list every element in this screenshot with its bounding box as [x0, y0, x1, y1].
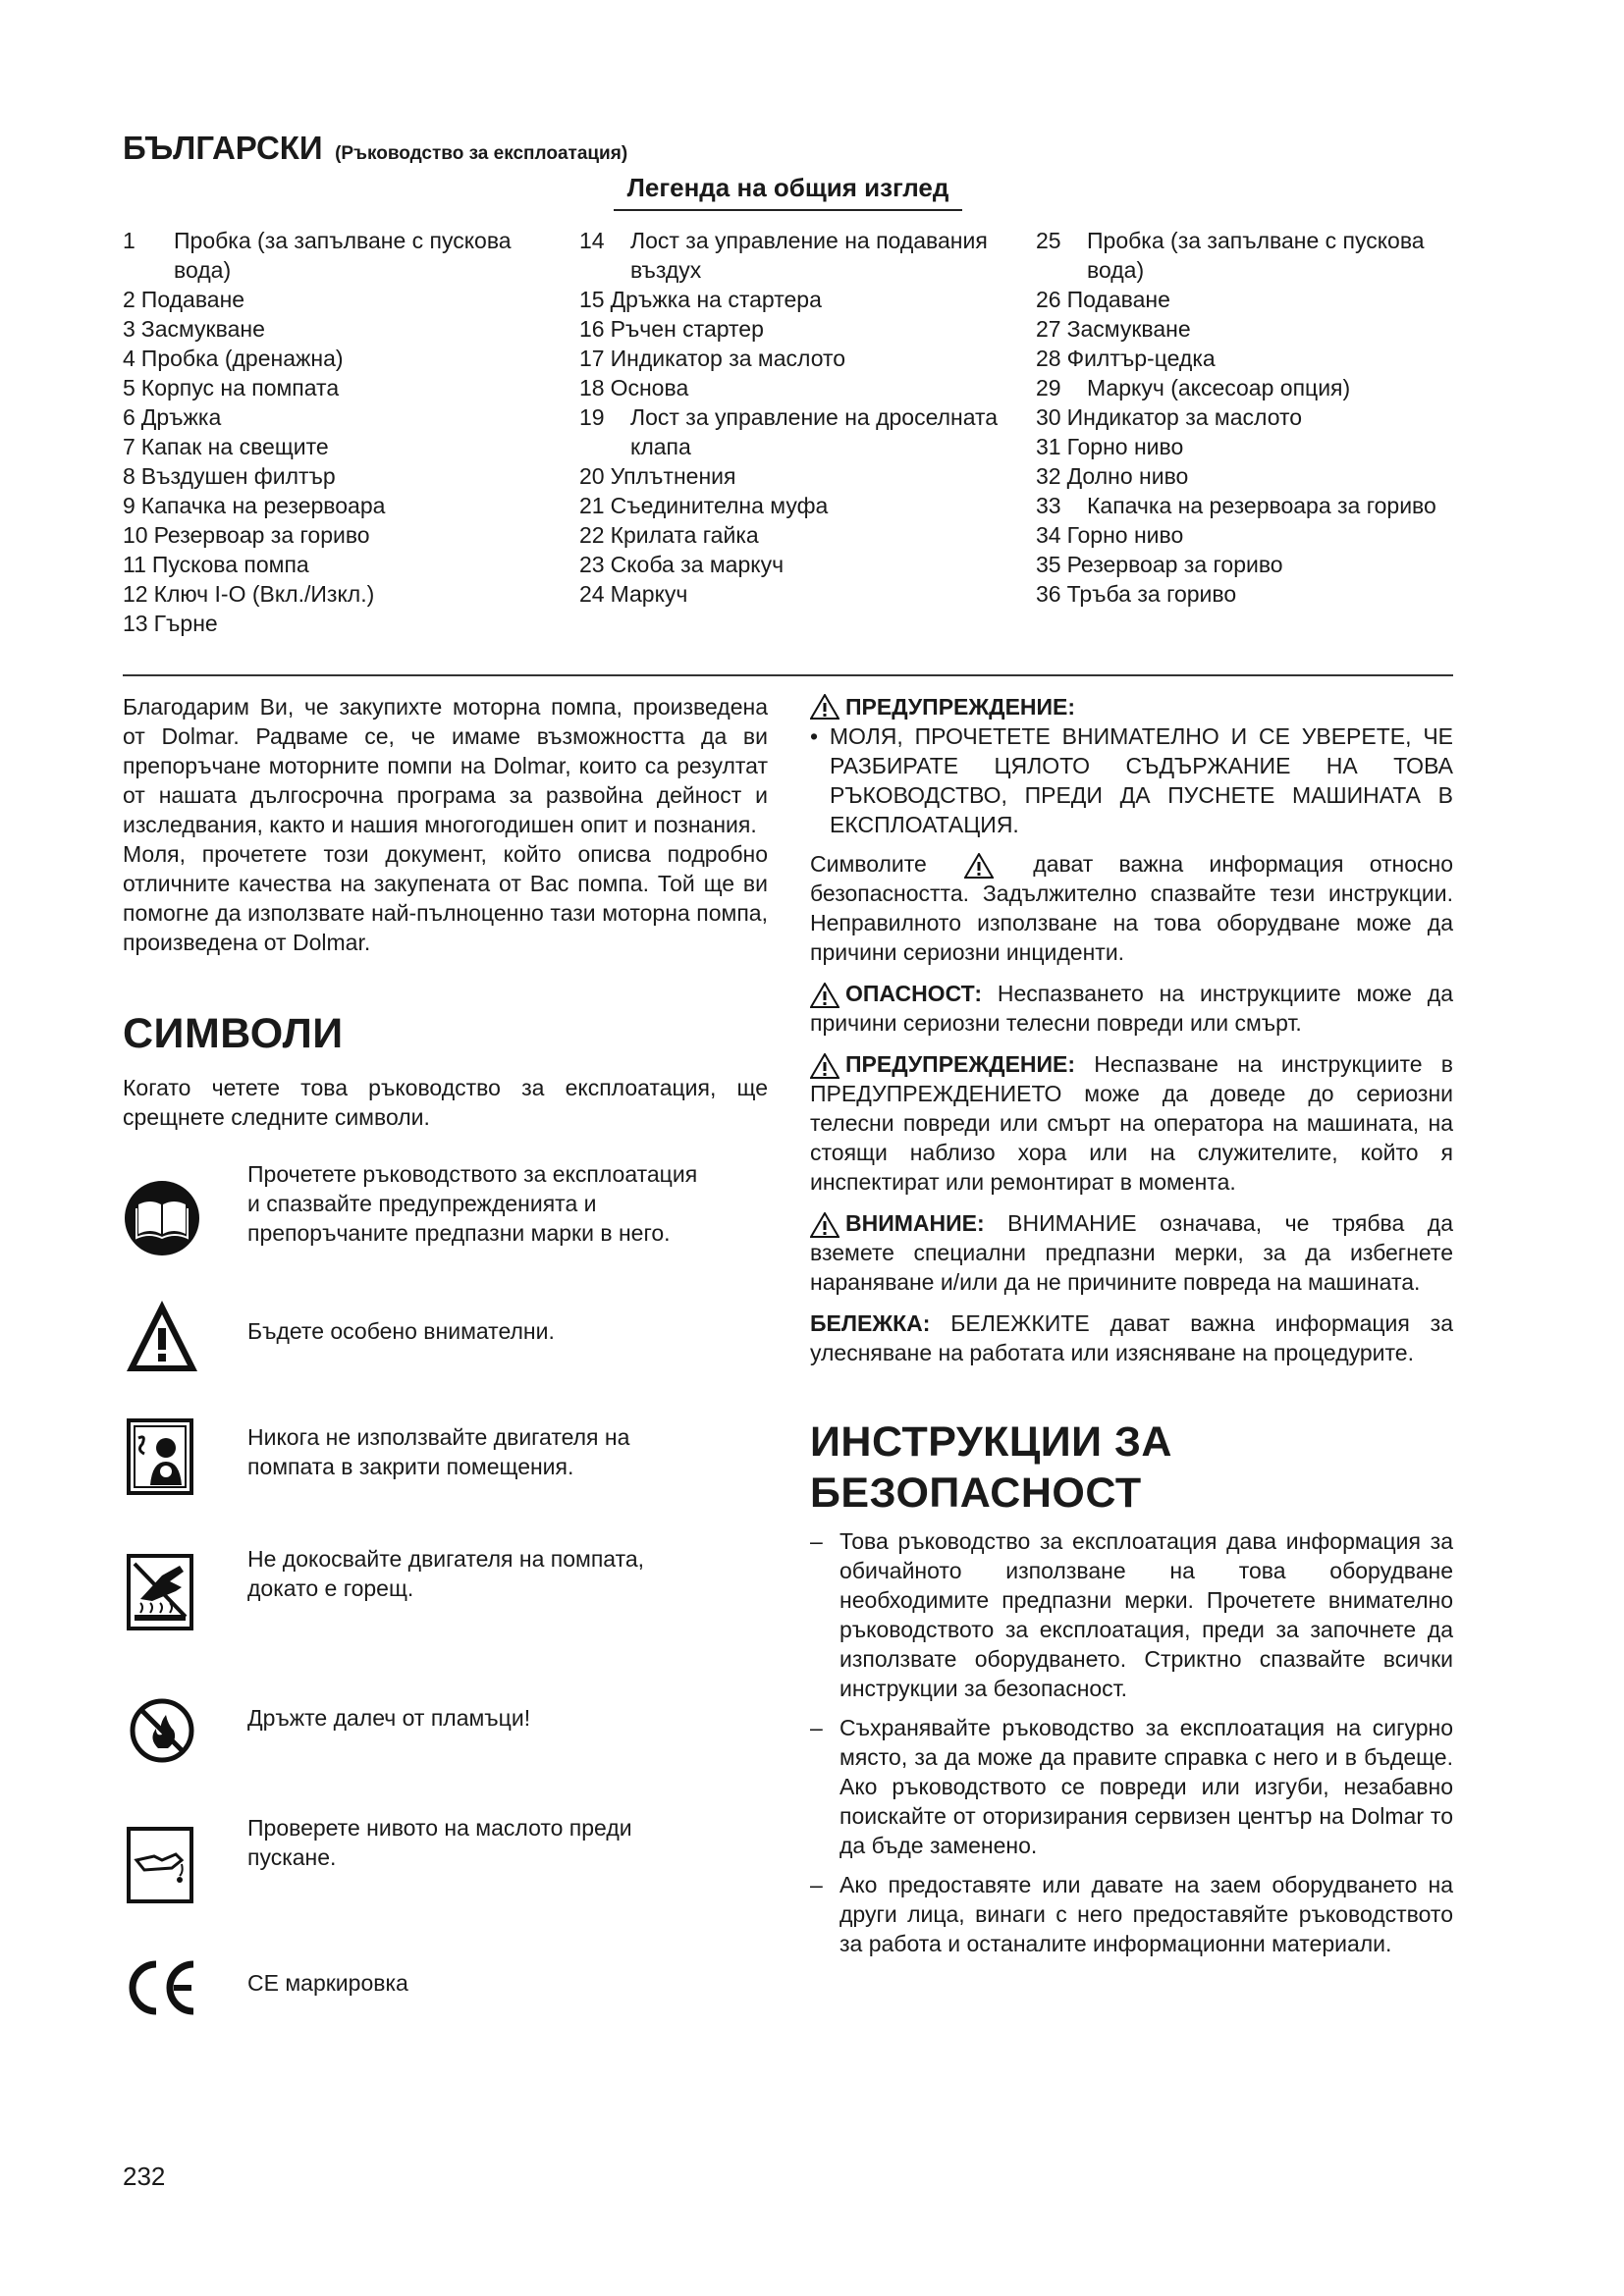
warning-triangle-icon [964, 853, 994, 879]
language-subtitle: (Ръководство за експлоатация) [335, 143, 628, 164]
legend-label: Засмукване [140, 316, 265, 342]
legend-label: Засмукване [1066, 316, 1191, 342]
safety-item-text: Съхранявайте ръководство за експлоатация на сигурно място, за да може да правите справка с него и в бъдеще. Ако ръководството се повреди или изгуби, незабавно поискайте от оторизирания сервизен център на Dolmar то да бъде заменено. [839, 1715, 1453, 1858]
intro-paragraph-1: Благодарим Ви, че закупихте моторна помпа, произведена от Dolmar. Радваме се, че имаме възможността да ви препоръчане моторните помпи на Dolmar, които са резултат от нашата дългосрочна програма за развойна дейност и изследвания, както и нашия многогодишен опит и познания. [123, 694, 768, 837]
caution-label: ВНИМАНИЕ: [845, 1210, 985, 1236]
legend-item [1036, 550, 1468, 579]
note-text: БЕЛЕЖКИТЕ дават важна информация за улесняване на работата или изясняване на процедурите. [810, 1310, 1453, 1365]
legend-item [579, 402, 1011, 461]
symbol-row [123, 1416, 630, 1495]
legend-item [1036, 285, 1468, 314]
legend-number: 24 [579, 581, 605, 607]
legend-label: Индикатор за маслото [1066, 404, 1303, 430]
legend-item [579, 373, 1011, 402]
legend-label: Подаване [140, 287, 245, 312]
safety-heading-line2: БЕЗОПАСНОСТ [810, 1469, 1142, 1517]
legend-label: Горно ниво [1066, 434, 1184, 459]
warning-heading [810, 692, 1453, 721]
safety-item: – Това ръководство за експлоатация дава информация за обичайното използване на това оборудване необходимите предпазни мерки. Прочетете внимателно ръководството за експлоатация, преди за започнете да използвате оборудването. Стриктно спазвайте всички инструкции за безопасност. [810, 1528, 1453, 1701]
read-manual-icon [123, 1179, 201, 1257]
safety-item: – Ако предоставяте или давате на заем оборудването на други лица, винаги с него предоставяйте ръководството за работа и останалите информационни материали. [810, 1872, 1453, 1956]
language-title: БЪЛГАРСКИ [123, 130, 323, 166]
warning2-label: ПРЕДУПРЕЖДЕНИЕ: [845, 1051, 1076, 1077]
legend-label: Пробка (дренажна) [140, 346, 344, 371]
legend-item [1036, 491, 1468, 520]
legend-item [123, 285, 555, 314]
legend-item [579, 550, 1011, 579]
legend-label: Резервоар за гориво [153, 522, 370, 548]
symbol-row [123, 1546, 645, 1630]
warning-triangle-icon [810, 1053, 839, 1079]
legend-label: Съединителна муфа [610, 493, 829, 518]
legend-number: 22 [579, 522, 605, 548]
legend-column-2 [579, 226, 1011, 609]
legend-item [123, 550, 555, 579]
symbol-description: CE маркировка [247, 1970, 408, 1996]
legend-number: 32 [1036, 463, 1061, 489]
safety-item-text: Ако предоставяте или давате на заем оборудването на други лица, винаги с него предоставяйте ръководството за работа и останалите информационни материали. [839, 1872, 1453, 1956]
legend-label: Пускова помпа [151, 552, 309, 577]
symbol-row [123, 1161, 698, 1257]
legend-number: 27 [1036, 316, 1061, 342]
note-paragraph [810, 1308, 1453, 1367]
legend-number: 34 [1036, 522, 1061, 548]
legend-item [1036, 226, 1468, 285]
legend-label: Скоба за маркуч [610, 552, 785, 577]
legend-label: Дръжка [140, 404, 222, 430]
legend-label: Горно ниво [1066, 522, 1184, 548]
symbol-description: Не докосвайте двигателя на помпата, докато е горещ. [247, 1546, 645, 1601]
legend-number: 1 [123, 228, 135, 253]
legend-number: 17 [579, 346, 605, 371]
warning-triangle-icon [123, 1297, 201, 1375]
ce-mark-icon [123, 1956, 201, 2015]
legend-item [1036, 402, 1468, 432]
symbols-info-text: дават важна информация относно безопасността. Задължително спазвайте тези инструкции. Неправилното използване на това оборудване може да причини сериозни инциденти. [810, 851, 1453, 965]
legend-item [123, 314, 555, 344]
legend-item [1036, 579, 1468, 609]
warning-title: ПРЕДУПРЕЖДЕНИЕ: [845, 694, 1076, 720]
danger-label: ОПАСНОСТ: [845, 981, 983, 1006]
warning-bullet-text: МОЛЯ, ПРОЧЕТЕТЕ ВНИМАТЕЛНО И СЕ УВЕРЕТЕ, ЧЕ РАЗБИРАТЕ ЦЯЛОТО СЪДЪРЖАНИЕ НА ТОВА РЪКОВОДСТВО, ПРЕДИ ДА ПУСНЕТЕ МАШИНАТА В ЕКСПЛОАТАЦИЯ. [829, 723, 1453, 837]
legend-number: 7 [123, 434, 135, 459]
legend-item [1036, 461, 1468, 491]
symbol-description: Дръжте далеч от пламъци! [247, 1705, 531, 1731]
legend-number: 10 [123, 522, 148, 548]
danger-paragraph [810, 979, 1453, 1038]
legend-number: 3 [123, 316, 135, 342]
language-header [123, 130, 627, 167]
legend-label: Ръчен стартер [610, 316, 764, 342]
legend-item [579, 226, 1011, 285]
legend-label: Капачка на резервоара за гориво [1087, 493, 1436, 518]
caution-text: ВНИМАНИЕ означава, че трябва да вземете специални предпазни мерки, за да избегнете нараняване и/или да не причините повреда на машината. [810, 1210, 1454, 1295]
legend-item [579, 461, 1011, 491]
legend-label: Лост за управление на подавания въздух [630, 228, 988, 283]
legend-number: 12 [123, 581, 148, 607]
legend-number: 5 [123, 375, 135, 400]
legend-number: 26 [1036, 287, 1061, 312]
legend-column-3 [1036, 226, 1468, 609]
legend-item [123, 609, 555, 638]
legend-label: Крилата гайка [610, 522, 759, 548]
legend-item [1036, 520, 1468, 550]
legend-label: Гърне [153, 611, 218, 636]
legend-label: Лост за управление на дроселната клапа [630, 404, 999, 459]
intro-paragraph-2: Моля, прочетете този документ, който описва подробно отличните качества на закупената от Вас помпа. Той ще ви помогне да използвате най-пълноценно тази моторна помпа, произведена от Dolmar. [123, 841, 768, 955]
legend-label: Ключ I-O (Вкл./Изкл.) [153, 581, 375, 607]
legend-number: 13 [123, 611, 148, 636]
symbols-info-paragraph [810, 849, 1453, 967]
legend-number: 4 [123, 346, 135, 371]
legend-number: 8 [123, 463, 135, 489]
legend-item [123, 226, 555, 285]
legend-item [123, 432, 555, 461]
legend-number: 9 [123, 493, 135, 518]
legend-number: 11 [123, 552, 146, 577]
legend-label: Капак на свещите [140, 434, 329, 459]
legend-number: 25 [1036, 228, 1061, 253]
legend-item [123, 373, 555, 402]
note-label: БЕЛЕЖКА: [810, 1310, 931, 1336]
legend-number: 30 [1036, 404, 1061, 430]
legend-item [579, 344, 1011, 373]
symbol-row [123, 1815, 632, 1903]
legend-item [123, 579, 555, 609]
legend-label: Дръжка на стартера [610, 287, 822, 312]
legend-label: Уплътнения [610, 463, 736, 489]
legend-number: 33 [1036, 493, 1061, 518]
legend-label: Филтър-цедка [1066, 346, 1216, 371]
legend-item [1036, 314, 1468, 344]
legend-column-1 [123, 226, 555, 638]
safety-item-text: Това ръководство за експлоатация дава информация за обичайното използване на това оборудване необходимите предпазни мерки. Прочетете внимателно ръководството за експлоатация, преди за започнете да използвате оборудването. Стриктно спазвайте всички инструкции за безопасност. [839, 1528, 1453, 1701]
oil-level-icon [123, 1825, 201, 1903]
symbol-row [123, 1956, 408, 2015]
legend-number: 28 [1036, 346, 1061, 371]
legend-label: Корпус на помпата [140, 375, 340, 400]
symbol-description: Бъдете особено внимателни. [247, 1318, 555, 1344]
legend-number: 35 [1036, 552, 1061, 577]
legend-title: Легенда на общия изглед [614, 173, 962, 211]
legend-label: Капачка на резервоара [140, 493, 386, 518]
legend-item [123, 491, 555, 520]
legend-label: Основа [610, 375, 689, 400]
legend-number: 6 [123, 404, 135, 430]
legend-label: Маркуч (аксесоар опция) [1087, 375, 1351, 400]
legend-item [579, 520, 1011, 550]
legend-label: Пробка (за запълване с пускова вода) [174, 228, 512, 283]
no-enclosed-space-icon [123, 1416, 201, 1495]
legend-label: Въздушен филтър [140, 463, 336, 489]
legend-item [1036, 344, 1468, 373]
warning-bullet: • МОЛЯ, ПРОЧЕТЕТЕ ВНИМАТЕЛНО И СЕ УВЕРЕТЕ, ЧЕ РАЗБИРАТЕ ЦЯЛОТО СЪДЪРЖАНИЕ НА ТОВА РЪКОВОДСТВО, ПРЕДИ ДА ПУСНЕТЕ МАШИНАТА В ЕКСПЛОАТАЦИЯ. [810, 723, 1453, 837]
safety-heading [810, 1416, 1453, 1519]
safety-item: – Съхранявайте ръководство за експлоатация на сигурно място, за да може да правите справка с него и в бъдеще. Ако ръководството се повреди или изгуби, незабавно поискайте от оторизирания сервизен център на Dolmar то да бъде заменено. [810, 1715, 1453, 1858]
symbol-row [123, 1691, 531, 1770]
legend-number: 19 [579, 404, 605, 430]
legend-number: 36 [1036, 581, 1061, 607]
legend-label: Долно ниво [1066, 463, 1189, 489]
safety-heading-line1: ИНСТРУКЦИИ ЗА [810, 1418, 1172, 1466]
legend-number: 2 [123, 287, 135, 312]
legend-label: Пробка (за запълване с пускова вода) [1087, 228, 1425, 283]
legend-item [1036, 373, 1468, 402]
legend-number: 31 [1036, 434, 1061, 459]
hot-surface-icon [123, 1552, 201, 1630]
legend-number: 23 [579, 552, 605, 577]
warning-triangle-icon [810, 694, 839, 720]
warning-triangle-icon [810, 1212, 839, 1238]
symbol-description: Проверете нивото на маслото преди пускане. [247, 1815, 632, 1870]
symbols-lead: Символите [810, 851, 927, 877]
legend-number: 20 [579, 463, 605, 489]
legend-item [123, 344, 555, 373]
legend-label: Индикатор за маслото [610, 346, 846, 371]
legend-number: 21 [579, 493, 605, 518]
left-column [123, 692, 768, 2015]
legend-label: Резервоар за гориво [1066, 552, 1283, 577]
caution-paragraph [810, 1208, 1453, 1297]
legend-item [123, 461, 555, 491]
symbol-description: Никога не използвайте двигателя на помпата в закрити помещения. [247, 1424, 630, 1479]
warning2-text: Неспазване на инструкциите в ПРЕДУПРЕЖДЕНИЕТО може да доведе до сериозни телесни повреди или смърт на оператора на машината, на стоящи наблизо хора или на служителите, който я инспектират или ремонтират в момента. [810, 1051, 1453, 1195]
right-column [810, 692, 1453, 1968]
page-number: 232 [123, 2162, 166, 2191]
symbols-intro: Когато четете това ръководство за експлоатация, ще срещнете следните символи. [123, 1075, 768, 1130]
legend-item [579, 314, 1011, 344]
danger-text: Неспазването на инструкциите може да причини сериозни телесни повреди или смърт. [810, 981, 1454, 1036]
legend-label: Подаване [1066, 287, 1170, 312]
legend-label: Тръба за гориво [1066, 581, 1237, 607]
legend-number: 14 [579, 228, 605, 253]
warning2-paragraph [810, 1049, 1453, 1197]
safety-list [810, 1526, 1453, 1958]
legend-item [579, 285, 1011, 314]
legend-item [123, 402, 555, 432]
no-flame-icon [123, 1691, 201, 1770]
legend-number: 16 [579, 316, 605, 342]
symbols-heading: СИМВОЛИ [123, 1010, 344, 1057]
symbol-row [123, 1297, 555, 1375]
legend-number: 18 [579, 375, 605, 400]
legend-item [123, 520, 555, 550]
symbols-list [123, 1132, 768, 2015]
legend-item [579, 579, 1011, 609]
symbol-description: Прочетете ръководството за експлоатация и спазвайте предупрежденията и препоръчаните предпазни марки в него. [247, 1161, 698, 1246]
legend-item [1036, 432, 1468, 461]
warning-triangle-icon [810, 983, 839, 1008]
legend-number: 15 [579, 287, 605, 312]
legend-number: 29 [1036, 375, 1061, 400]
section-divider [123, 674, 1453, 676]
legend-item [579, 491, 1011, 520]
legend-label: Маркуч [610, 581, 688, 607]
